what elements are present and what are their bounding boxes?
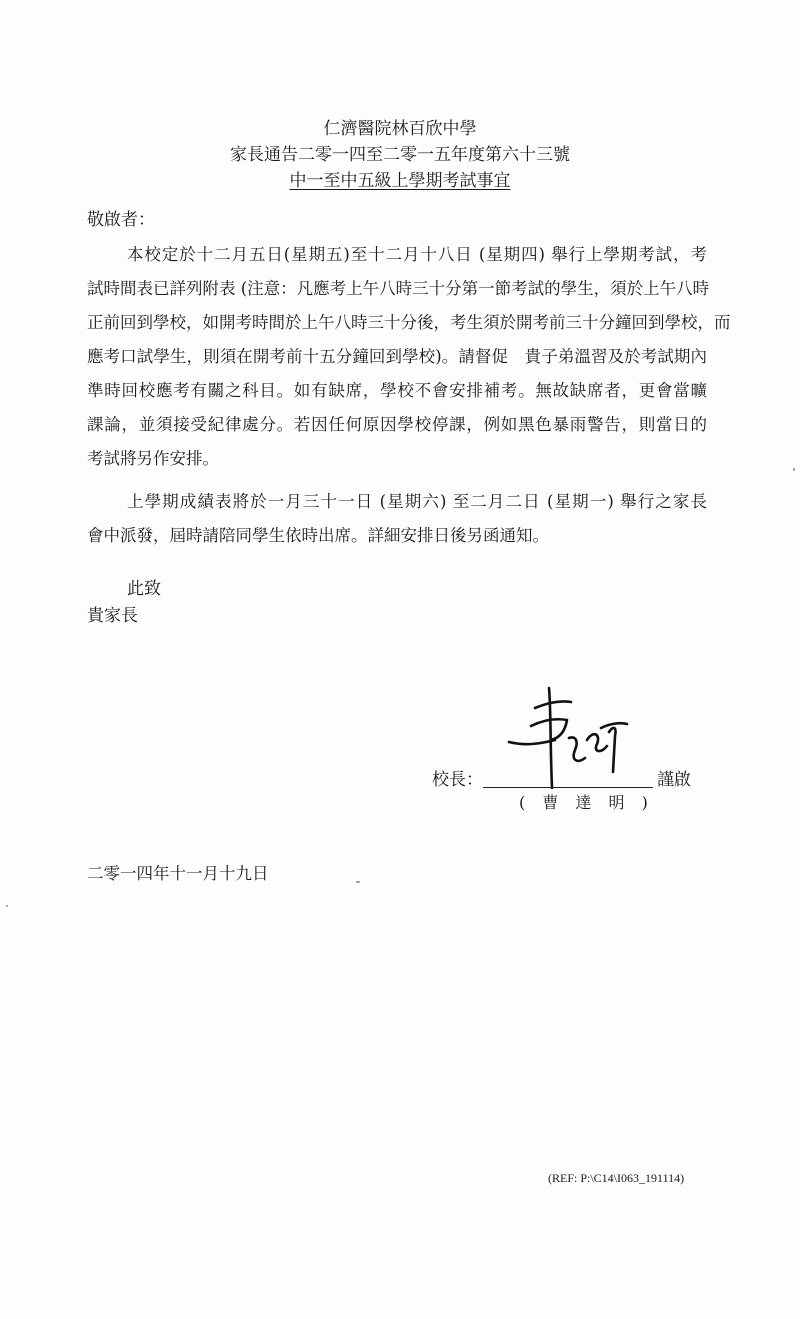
scan-speck: [793, 468, 795, 471]
notice-subject: 中一至中五級上學期考試事宜: [289, 171, 511, 191]
signature-label: 校長：: [432, 770, 483, 790]
signature-line: [483, 787, 653, 788]
letter-date: 二零一四年十一月十九日: [87, 864, 269, 883]
paragraph-line: 本校定於十二月五日(星期五)至十二月十八日 (星期四) 舉行上學期考試，考: [127, 245, 707, 264]
paragraph-line: 考試將另作安排。: [87, 449, 219, 468]
paragraph-line: 課論，並須接受紀律處分。若因任何原因學校停課，例如黑色暴雨警告，則當日的: [87, 415, 707, 434]
salutation: 敬啟者：: [87, 210, 155, 230]
school-name: 仁濟醫院林百欣中學: [323, 119, 477, 139]
paragraph-line: 試時間表已詳列附表 (注意：凡應考上午八時三十分第一節考試的學生，須於上午八時: [87, 279, 710, 298]
paragraph-line: 正前回到學校，如開考時間於上午八時三十分後，考生須於開考前三十分鐘回到學校，而: [87, 313, 731, 332]
addressee: 貴家長: [87, 606, 138, 626]
notice-number: 家長通告二零一四至二零一五年度第六十三號: [230, 145, 570, 165]
paragraph-line: 上學期成績表將於一月三十一日 (星期六) 至二月二日 (星期一) 舉行之家長: [127, 492, 707, 511]
letter-header: [0, 116, 800, 194]
scan-speck: [356, 881, 360, 883]
paragraph-line: 準時回校應考有關之科目。如有缺席，學校不會安排補考。無故缺席者，更會當曠: [87, 381, 707, 400]
reference-code: (REF: P:\C14\I063_191114): [548, 1171, 685, 1185]
paragraph-exam-arrangements: [87, 238, 731, 476]
paragraph-line: 會中派發，屆時請陪同學生依時出席。詳細安排日後另函通知。: [87, 526, 549, 545]
scan-speck: [6, 905, 8, 907]
closing: 此致: [127, 579, 161, 599]
paragraph-line: 應考口試學生，則須在開考前十五分鐘回到學校)。請督促 貴子弟溫習及於考試期內: [87, 347, 707, 366]
signature-closing: 謹啟: [657, 770, 691, 790]
paragraph-report-cards: [87, 485, 707, 553]
principal-signature: [505, 680, 635, 795]
principal-name: ( 曹 達 明 ): [519, 793, 654, 812]
